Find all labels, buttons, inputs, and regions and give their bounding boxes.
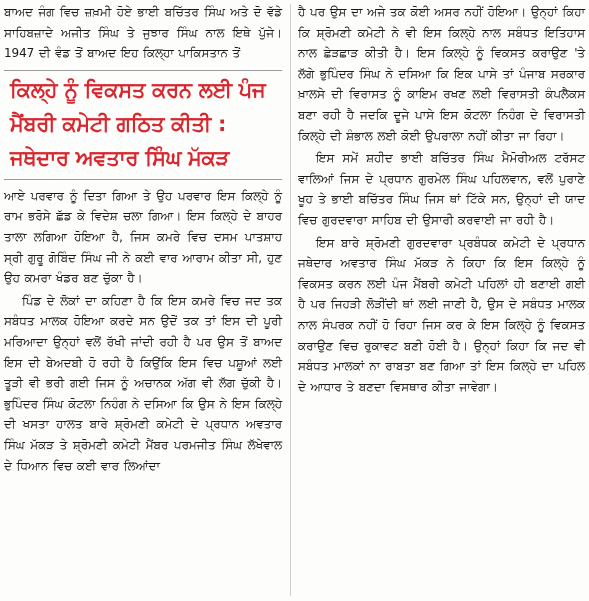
headline-line-1: ਕਿਲ੍ਹੇ ਨੂੰ ਵਿਕਸਤ ਕਰਨ ਲਈ ਪੰਜ [10,77,266,102]
right-paragraph-2: ਇਸ ਸਮੇਂ ਸ਼ਹੀਦ ਭਾਈ ਬਚਿੱਤਰ ਸਿੰਘ ਮੈਮੋਰੀਅਲ ਟਰੱਸਟ ਵਾਲਿਆਂ ਜਿਸ ਦੇ ਪ੍ਰਧਾਨ ਗੁਰਮੇਲ ਸਿੰਘ ਪਹਿਲਵਾਨ, ਵਲੋਂ ਪੁਰਾਣੇ ਖੂਹ ਤੇ ਭਾਈ ਬਚਿੱਤਰ ਸਿੰਘ ਜਿਸ ਥਾਂ ਟਿੱਕੇ ਸਨ, ਉਨ੍ਹਾਂ ਦੀ ਯਾਦ ਵਿਚ ਗੁਰਦਵਾਰਾ ਸਾਹਿਬ ਦੀ ਉਸਾਰੀ ਕਰਵਾਈ ਜਾ ਰਹੀ ਹੈ। [298,151,585,227]
column-divider [290,4,291,596]
right-paragraph-1: ਹੈ ਪਰ ਉਸ ਦਾ ਅਜੇ ਤਕ ਕੋਈ ਅਸਰ ਨਹੀਂ ਹੋਇਆ। ਉਨ੍ਹਾਂ ਕਿਹਾ ਕਿ ਸ਼੍ਰੋਮਣੀ ਕਮੇਟੀ ਨੇ ਵੀ ਇਸ ਕਿਲ੍ਹੇ ਨਾਲ ਸਬੰਧਤ ਇਤਿਹਾਸ ਨਾਲ ਛੇੜਛਾੜ ਕੀਤੀ ਹੈ। ਇਸ ਕਿਲ੍ਹੇ ਨੂੰ ਵਿਕਸਤ ਕਰਾਉਣ 'ਤੇ ਲੱਗੇ ਭੁਪਿੰਦਰ ਸਿੰਘ ਨੇ ਦਸਿਆ ਕਿ ਇਕ ਪਾਸੇ ਤਾਂ ਪੰਜਾਬ ਸਰਕਾਰ ਖ਼ਾਲਸੇ ਦੀ ਵਿਰਾਸਤ ਨੂੰ ਕਾਇਮ ਰਖਣ ਲਈ ਵਿਰਾਸਤੀ ਕੰਪਲੈਕਸ ਬਣਾ ਰਹੀ ਹੈ ਜਦਕਿ ਦੂਜੇ ਪਾਸੇ ਇਸ ਕੋਟਲਾ ਨਿਹੰਗ ਦੇ ਵਿਰਾਸਤੀ ਕਿਲ੍ਹੇ ਦੀ ਸ਼ੰਭਾਲ ਲਈ ਕੋਈ ਉਪਰਾਲਾ ਨਹੀਂ ਕੀਤਾ ਜਾ ਰਿਹਾ। [298,5,585,143]
left-intro-paragraph: ਬਾਅਦ ਜੰਗ ਵਿਚ ਜ਼ਖ਼ਮੀ ਹੋਏ ਭਾਈ ਬਚਿੱਤਰ ਸਿੰਘ ਅਤੇ ਦੋ ਵੱਡੇ ਸਾਹਿਬਜ਼ਾਦੇ ਅਜੀਤ ਸਿੰਘ ਤੇ ਜੁਝਾਰ ਸਿੰਘ ਨਾਲ ਇਥੇ ਪੁੱਜੇ। 1947 ਦੀ ਵੰਡ ਤੋਂ ਬਾਅਦ ਇਹ ਕਿਲ੍ਹਾ ਪਾਕਿਸਤਾਨ ਤੋਂ [4,5,282,61]
right-paragraph-3: ਇਸ ਬਾਰੇ ਸ਼੍ਰੋਮਣੀ ਗੁਰਦਵਾਰਾ ਪ੍ਰਬੰਧਕ ਕਮੇਟੀ ਦੇ ਪ੍ਰਧਾਨ ਜਥੇਦਾਰ ਅਵਤਾਰ ਸਿੰਘ ਮੱਕੜ ਨੇ ਕਿਹਾ ਕਿ ਇਸ ਕਿਲ੍ਹੇ ਨੂੰ ਵਿਕਸਤ ਕਰਨ ਲਈ ਪੰਜ ਮੈਂਬਰੀ ਕਮੇਟੀ ਪਹਿਲਾਂ ਹੀ ਬਣਾਈ ਗਈ ਹੈ ਪਰ ਜਿਹੜੀ ਲੋੜੀਂਦੀ ਥਾਂ ਲਈ ਜਾਣੀ ਹੈ, ਉਸ ਦੇ ਸਬੰਧਤ ਮਾਲਕ ਨਾਲ ਸੰਪਰਕ ਨਹੀਂ ਹੋ ਰਿਹਾ ਜਿਸ ਕਰ ਕੇ ਇਸ ਕਿਲ੍ਹੇ ਨੂੰ ਵਿਕਸਤ ਕਰਾਉਣ ਵਿਚ ਰੁਕਾਵਟ ਬਣੀ ਹੋਈ ਹੈ। ਉਨ੍ਹਾਂ ਕਿਹਾ ਕਿ ਜਦ ਵੀ ਸਬੰਧਤ ਮਾਲਕਾਂ ਨਾ ਰਾਬਤਾ ਬਣ ਗਿਆ ਤਾਂ ਇਸ ਕਿਲ੍ਹੇ ਦਾ ਪਹਿਲ ਦੇ ਆਧਾਰ ਤੇ ਬਣਦਾ ਵਿਸਥਾਰ ਕੀਤਾ ਜਾਵੇਗਾ। [298,235,585,394]
left-paragraph-2: ਪਿੰਡ ਦੇ ਲੋਕਾਂ ਦਾ ਕਹਿਣਾ ਹੈ ਕਿ ਇਸ ਕਮਰੇ ਵਿਚ ਜਦ ਤਕ ਸਬੰਧਤ ਮਾਲਕ ਹੋਇਆ ਕਰਦੇ ਸਨ ਉਦੋਂ ਤਕ ਤਾਂ ਇਸ ਦੀ ਪੂਰੀ ਮਰਿਆਦਾ ਉਨ੍ਹਾਂ ਵਲੋਂ ਰੱਖੀ ਜਾਂਦੀ ਰਹੀ ਹੈ ਪਰ ਉਸ ਤੋਂ ਬਾਅਦ ਇਸ ਦੀ ਬੇਅਦਬੀ ਹੋ ਰਹੀ ਹੈ ਕਿਉਂਕਿ ਇਸ ਵਿਚ ਪਸ਼ੂਆਂ ਲਈ ਤੂੜੀ ਵੀ ਭਰੀ ਗਈ ਜਿਸ ਨੂੰ ਅਚਾਨਕ ਅੱਗ ਵੀ ਲੱਗ ਚੁੱਕੀ ਹੈ। ਭੁਪਿੰਦਰ ਸਿੰਘ ਕੋਟਲਾ ਨਿਹੰਗ ਨੇ ਦਸਿਆ ਕਿ ਉਸ ਨੇ ਇਸ ਕਿਲ੍ਹੇ ਦੀ ਖਸਤਾ ਹਾਲਤ ਬਾਰੇ ਸ਼੍ਰੋਮਣੀ ਕਮੇਟੀ ਦੇ ਪ੍ਰਧਾਨ ਅਵਤਾਰ ਸਿੰਘ ਮੱਕੜ ਤੇ ਸ਼੍ਰੋਮਣੀ ਕਮੇਟੀ ਮੈਂਬਰ ਪਰਮਜੀਤ ਸਿੰਘ ਲੱਖੇਵਾਲ ਦੇ ਧਿਆਨ ਵਿਚ ਕਈ ਵਾਰ ਲਿਆਂਦਾ [4,293,282,473]
left-paragraph-1: ਆਏ ਪਰਵਾਰ ਨੂੰ ਦਿਤਾ ਗਿਆ ਤੇ ਉਹ ਪਰਵਾਰ ਇਸ ਕਿਲ੍ਹੇ ਨੂੰ ਰਾਮ ਭਰੋਸੇ ਛੱਡ ਕੇ ਵਿਦੇਸ਼ ਚਲਾ ਗਿਆ। ਇਸ ਕਿਲ੍ਹੇ ਦੇ ਬਾਹਰ ਤਾਲਾ ਲਗਿਆ ਹੋਇਆ ਹੈ, ਜਿਸ ਕਮਰੇ ਵਿਚ ਦਸਮ ਪਾਤਸ਼ਾਹ ਸ੍ਰੀ ਗੁਰੂ ਗੋਬਿੰਦ ਸਿੰਘ ਜੀ ਨੇ ਕਈ ਵਾਰ ਆਰਾਮ ਕੀਤਾ ਸੀ, ਹੁਣ ਉਹ ਕਮਰਾ ਖੰਡਰ ਬਣ ਚੁੱਕਾ ਹੈ। [4,188,282,286]
headline-box [4,70,282,180]
headline-line-3: ਜਥੇਦਾਰ ਅਵਤਾਰ ਸਿੰਘ ਮੱਕੜ [10,145,229,170]
headline-line-2: ਮੈਂਬਰੀ ਕਮੇਟੀ ਗਠਿਤ ਕੀਤੀ : [10,111,227,136]
right-column [298,2,585,397]
left-column [4,2,282,476]
